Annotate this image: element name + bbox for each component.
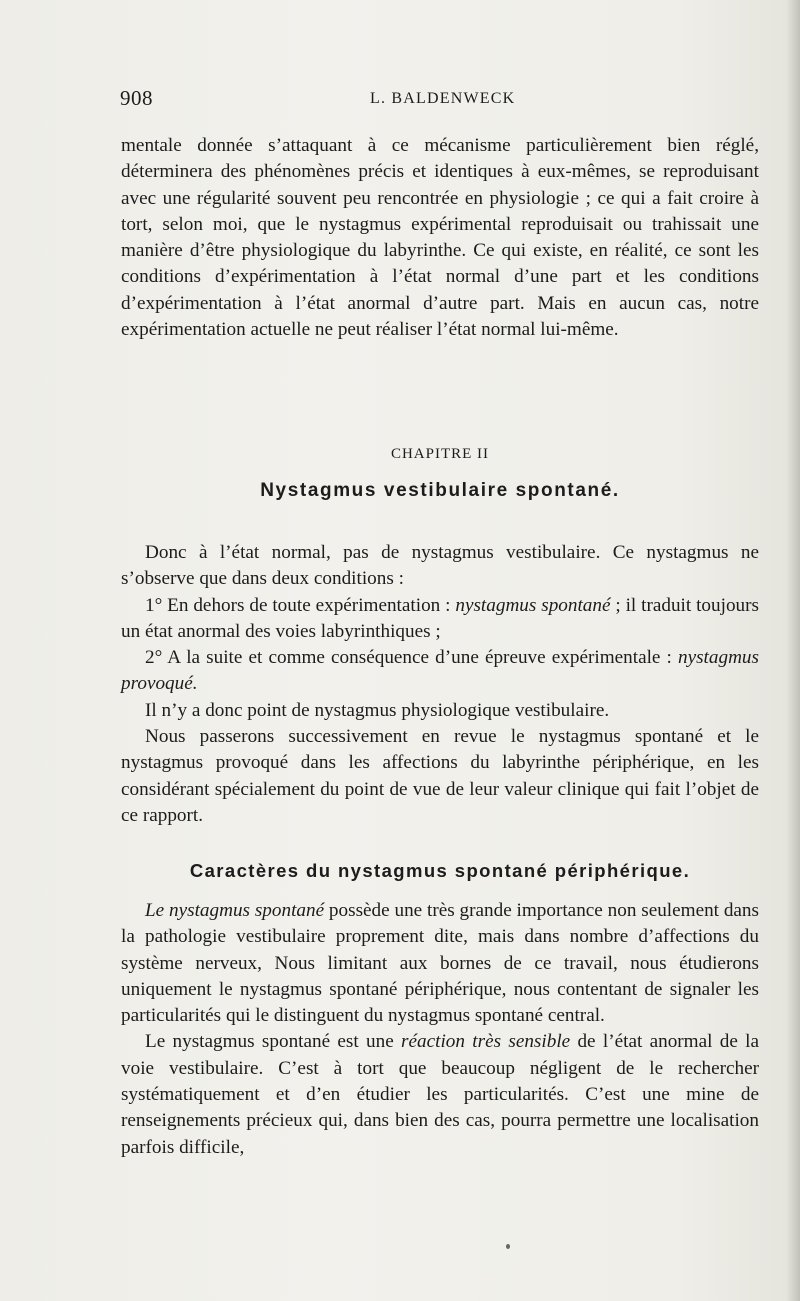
paragraph-item-2	[121, 645, 759, 698]
paragraph: Donc à l’état normal, pas de nystagmus vestibulaire. Ce nystagmus ne s’observe que dans deux conditions :	[121, 542, 759, 590]
italic-term: nystagmus provoqué.	[121, 647, 759, 695]
page-header	[120, 86, 760, 116]
paragraph	[121, 1029, 759, 1160]
paragraph-text: 2° A la suite et comme conséquence d’une épreuve expérimentale :	[145, 647, 678, 669]
italic-term: nystagmus spontané	[455, 594, 611, 616]
section-2-body	[121, 898, 759, 1161]
paragraph: Nous passerons successivement en revue le nystagmus spontané et le nystagmus provoqué dans les affections du labyrinthe périphérique, en les considérant spécialement du point de vue de leur valeur clinique qui fait l’objet de ce rapport.	[121, 726, 759, 826]
chapter-label: CHAPITRE II	[390, 446, 490, 462]
paragraph-text: possède une très grande importance non seulement dans la pathologie vestibulaire proprement dite, mais dans nombre d’affections du système nerveux, Nous limitant aux bornes de ce travail, nous étudierons uniquement le nystagmus spontané périphérique, nous contentant de signaler les particularités qui le distinguent du nystagmus spontané central.	[121, 900, 759, 1027]
italic-term: réaction très sensible	[401, 1031, 571, 1053]
italic-term: Le nystagmus spontané	[145, 900, 325, 921]
ink-speck	[506, 1244, 510, 1249]
page-number: 908	[120, 86, 153, 110]
paragraph: Il n’y a donc point de nystagmus physiologique vestibulaire.	[145, 699, 610, 721]
paragraph-text: Le nystagmus spontané est une	[145, 1031, 402, 1053]
running-head: L. BALDENWECK	[370, 90, 516, 107]
intro-paragraph: mentale donnée s’attaquant à ce mécanisme particulièrement bien réglé, déterminera des phénomènes précis et identiques à eux-mêmes, se reproduisant avec une régularité souvent peu rencontrée en physiologie ; ce qui a fait croire à tort, selon moi, que le nystagmus expérimental reproduisait ou trahissait une manière d’être physiologique du labyrinthe. Ce qui existe, en réalité, ce sont les conditions d’expérimentation à l’état normal d’une part et les conditions d’expérimentation à l’état anormal d’autre part. Mais en aucun cas, notre expérimentation actuelle ne peut réaliser l’état normal lui-même.	[121, 135, 759, 341]
paragraph-text: ; il traduit toujours un état anormal des voies labyrinthiques ;	[121, 594, 759, 642]
intro-paragraph-block	[121, 133, 759, 343]
paragraph-item-1	[121, 593, 759, 646]
paragraph-text: 1° En dehors de toute expérimentation :	[145, 594, 456, 616]
chapter-title: Nystagmus vestibulaire spontané.	[260, 480, 620, 501]
section-1-body	[121, 540, 759, 829]
section-title: Caractères du nystagmus spontané périphérique.	[189, 860, 691, 881]
paragraph-text: de l’état anormal de la voie vestibulaire. C’est à tort que beaucoup négligent de le rechercher systématiquement et d’en étudier les particularités. C’est une mine de renseignements précieux qui, dans bien des cas, pourra permettre une localisation parfois difficile,	[121, 1031, 759, 1158]
paragraph	[121, 898, 759, 1029]
page-edge-shadow	[786, 0, 800, 1301]
